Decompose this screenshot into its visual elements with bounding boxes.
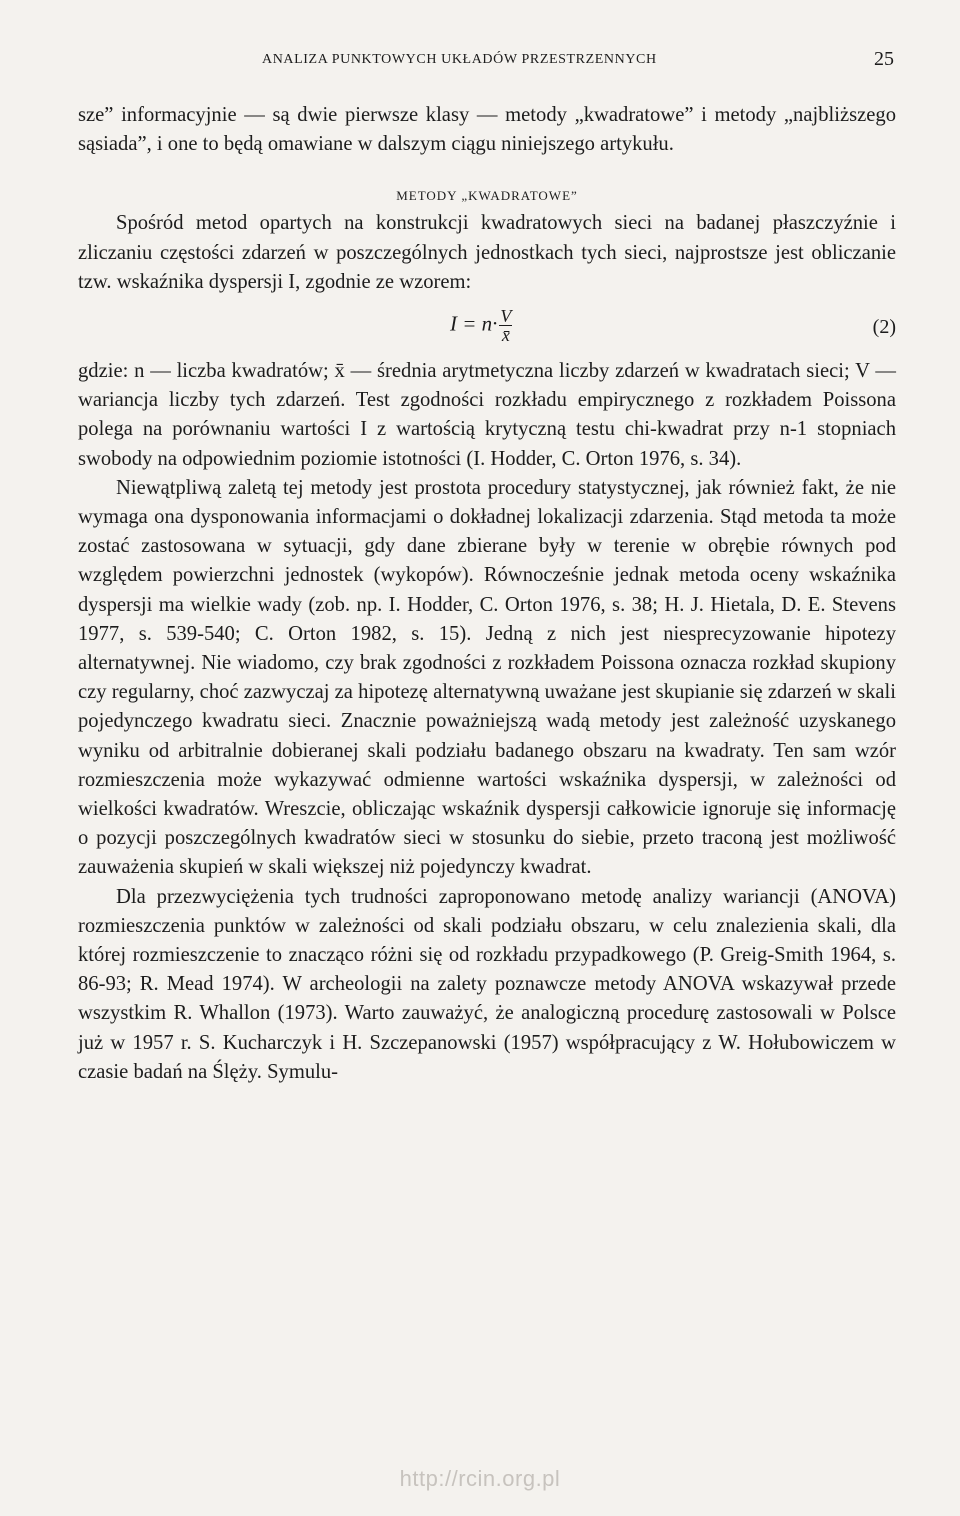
equation	[450, 307, 512, 344]
equation-number: (2)	[872, 316, 896, 339]
paragraph-definitions: gdzie: n — liczba kwadratów; x̄ — średnia arytmetyczna liczby zdarzeń w kwadratach sieci; V — wariancja liczby tych zdarzeń. Test zgodności rozkładu empirycznego z rozkładem Poissona polega na porównaniu wartości I z wartością krytyczną testu chi-kwadrat przy n-1 stopniach swobody na odpowiednim poziomie istotności (I. Hodder, C. Orton 1976, s. 34).	[78, 360, 896, 470]
body-text	[78, 101, 896, 1087]
equation-block	[78, 297, 896, 357]
paragraph-continuation: sze” informacyjnie — są dwie pierwsze klasy — metody „kwadratowe” i metody „najbliższego sąsiada”, i one to będą omawiane w dalszym ciągu niniejszego artykułu.	[78, 104, 896, 156]
paragraph-anova: Dla przezwyciężenia tych trudności zaproponowano metodę analizy wariancji (ANOVA) rozmieszczenia punktów w zależności od skali podziału obszaru, w celu znalezienia skali, dla której rozmieszczenie to znacząco różni się od rozkładu przypadkowego (P. Greig-Smith 1964, s. 86-93; R. Mead 1974). W archeologii na zalety poznawcze metody ANOVA wskazywał przede wszystkim R. Whallon (1973). Warto zauważyć, że analogiczną procedurę zastosowali w Polsce już w 1957 r. S. Kucharczyk i H. Szczepanowski (1957) współpracujący z W. Hołubowiczem w czasie badań na Ślęży. Symulu-	[78, 885, 896, 1083]
fraction-numerator: V	[500, 306, 512, 327]
equation-lhs: I = n·	[450, 311, 498, 336]
section-heading: METODY „KWADRATOWE”	[396, 188, 578, 204]
source-watermark: http://rcin.org.pl	[399, 1466, 561, 1491]
paragraph-intro: Spośród metod opartych na konstrukcji kwadratowych sieci na badanej płaszczyźnie i zliczaniu częstości zdarzeń w poszczególnych jednostkach tych sieci, najprostsze jest obliczanie tzw. wskaźnika dyspersji I, zgodnie ze wzorem:	[78, 212, 896, 293]
page-number: 25	[874, 48, 894, 70]
fraction-denominator: x̄	[499, 325, 512, 344]
equation-fraction	[499, 307, 512, 344]
paragraph-advantages: Niewątpliwą zaletą tej metody jest prostota procedury statystycznej, jak również fakt, że nie wymaga ona dysponowania informacjami o dokładnej lokalizacji zdarzenia. Stąd metoda ta może zostać zastosowana w sytuacji, gdy dane zbierane były w terenie w obrębie równych pod względem powierzchni jednostek (wykopów). Równocześnie jednak metoda oceny wskaźnika dyspersji ma wielkie wady (zob. np. I. Hodder, C. Orton 1976, s. 38; H. J. Hietala, D. E. Stevens 1977, s. 539-540; C. Orton 1982, s. 15). Jedną z nich jest niesprecyzowanie hipotezy alternatywnej. Nie wiadomo, czy brak zgodności z rozkładem Poissona oznacza rozkład skupiony czy regularny, choć zazwyczaj za hipotezę alternatywną uważane jest skupianie się zdarzeń w skali pojedynczego kwadratu sieci. Znacznie poważniejszą wadą metody jest zależność uzyskanego wyniku od arbitralnie dobieranej skali podziału badanego obszaru na kwadraty. Ten sam wzór rozmieszczenia może wykazywać odmienne wartości wskaźnika dyspersji, w zależności od wielkości kwadratów. Wreszcie, obliczając wskaźnik dyspersji całkowicie ignoruje się informację o pozycji poszczególnych kwadratów sieci w stosunku do siebie, przeto traconą jest możliwość zauważenia skupień w skali większej niż pojedynczy kwadrat.	[78, 476, 896, 879]
running-head: ANALIZA PUNKTOWYCH UKŁADÓW PRZESTRZENNYCH	[262, 52, 657, 67]
